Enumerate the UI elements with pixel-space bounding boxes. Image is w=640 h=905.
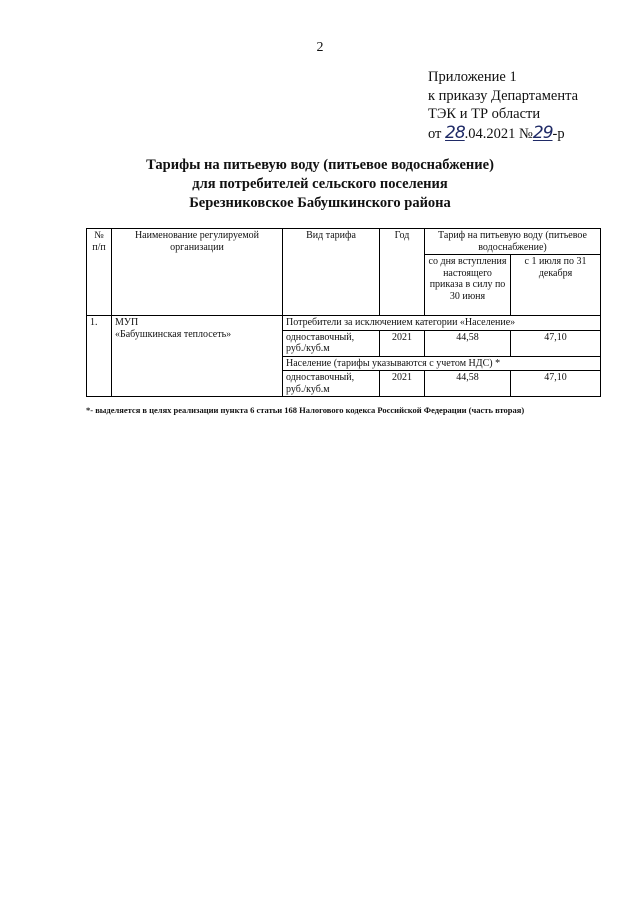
row-number: 1. xyxy=(87,316,112,397)
header-number: № п/п xyxy=(87,229,112,316)
year-cell: 2021 xyxy=(380,330,425,356)
value-period-2: 47,10 xyxy=(511,330,601,356)
date-prefix: от xyxy=(428,125,446,142)
group-label-1: Потребители за исключением категории «Население» xyxy=(283,316,601,331)
value-period-1: 44,58 xyxy=(425,330,511,356)
handwritten-order-number: 29 xyxy=(532,122,553,143)
tariff-type-cell: одноставочный, руб./куб.м xyxy=(283,330,380,356)
year-cell: 2021 xyxy=(380,371,425,397)
table-row xyxy=(87,316,601,331)
tariff-table xyxy=(86,228,601,397)
header-period-2: с 1 июля по 31 декабря xyxy=(511,255,601,316)
header-tariff-type: Вид тарифа xyxy=(283,229,380,316)
tariff-type-cell: одноставочный, руб./куб.м xyxy=(283,371,380,397)
org-name-line-2: «Бабушкинская теплосеть» xyxy=(115,328,232,340)
date-rest: .04.2021 № xyxy=(464,125,533,142)
header-period-1: со дня вступления настоящего приказа в силу по 30 июня xyxy=(425,255,511,316)
footnote: *- выделяется в целях реализации пункта 6 статьи 168 Налогового кодекса Российской Федерации (часть вторая) xyxy=(86,405,525,415)
value-period-1: 44,58 xyxy=(425,371,511,397)
handwritten-day: 28 xyxy=(445,122,465,143)
group-label-2: Население (тарифы указываются с учетом НДС) * xyxy=(283,356,601,371)
page-number: 2 xyxy=(316,40,324,55)
order-suffix: -р xyxy=(552,125,565,142)
document-title xyxy=(0,156,640,213)
header-year: Год xyxy=(380,229,425,316)
title-line-2: для потребителей сельского поселения xyxy=(192,176,448,192)
org-name-line-1: МУП xyxy=(115,317,139,328)
title-line-1: Тарифы на питьевую воду (питьевое водоснабжение) xyxy=(146,157,494,173)
annex-line-2: к приказу Департамента xyxy=(428,87,579,104)
table-header-row xyxy=(87,229,601,255)
annex-line-1: Приложение 1 xyxy=(428,69,517,85)
value-period-2: 47,10 xyxy=(511,371,601,397)
title-line-3: Березниковское Бабушкинского района xyxy=(189,195,451,211)
organization-cell xyxy=(112,316,283,397)
annex-block xyxy=(428,68,578,143)
annex-date-line xyxy=(428,124,578,144)
header-tariff: Тариф на питьевую воду (питьевое водоснабжение) xyxy=(425,229,601,255)
header-organization: Наименование регулируемой организации xyxy=(112,229,283,316)
annex-line-3: ТЭК и ТР области xyxy=(428,106,541,122)
